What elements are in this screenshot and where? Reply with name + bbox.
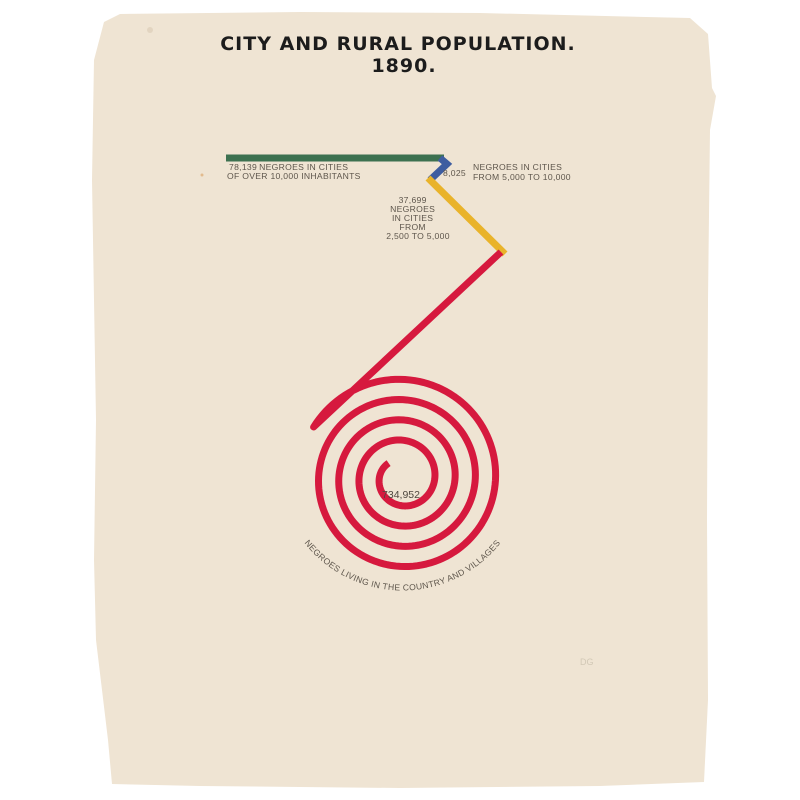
- value-cities-2500-5000: 37,699: [398, 195, 427, 205]
- value-cities-5000-10000: 8,025: [443, 168, 467, 178]
- chart-title: CITY AND RURAL POPULATION.: [220, 33, 576, 55]
- label-country-and-villages-path: NEGROES LIVING IN THE COUNTRY AND VILLAGES: [302, 537, 503, 593]
- label-line: OF OVER 10,000 INHABITANTS: [227, 171, 361, 181]
- value-cities-over-10000: 78,139: [229, 162, 258, 172]
- label-line: NEGROES IN CITIES: [473, 162, 563, 172]
- label-line: NEGROES IN CITIES: [259, 162, 349, 172]
- data-label-cities-over-10000: [227, 162, 361, 181]
- chart-subtitle: 1890.: [371, 55, 437, 77]
- paper-stain: [201, 174, 204, 177]
- label-line: IN CITIES: [391, 213, 434, 223]
- corner-mark: DG: [580, 657, 594, 667]
- value-country-and-villages: 734,952: [382, 489, 420, 501]
- label-line: FROM 5,000 TO 10,000: [473, 172, 571, 182]
- label-line: 2,500 TO 5,000: [386, 231, 450, 241]
- label-line: NEGROES: [390, 204, 436, 214]
- paper-stain: [147, 27, 153, 33]
- label-line: FROM: [399, 222, 426, 232]
